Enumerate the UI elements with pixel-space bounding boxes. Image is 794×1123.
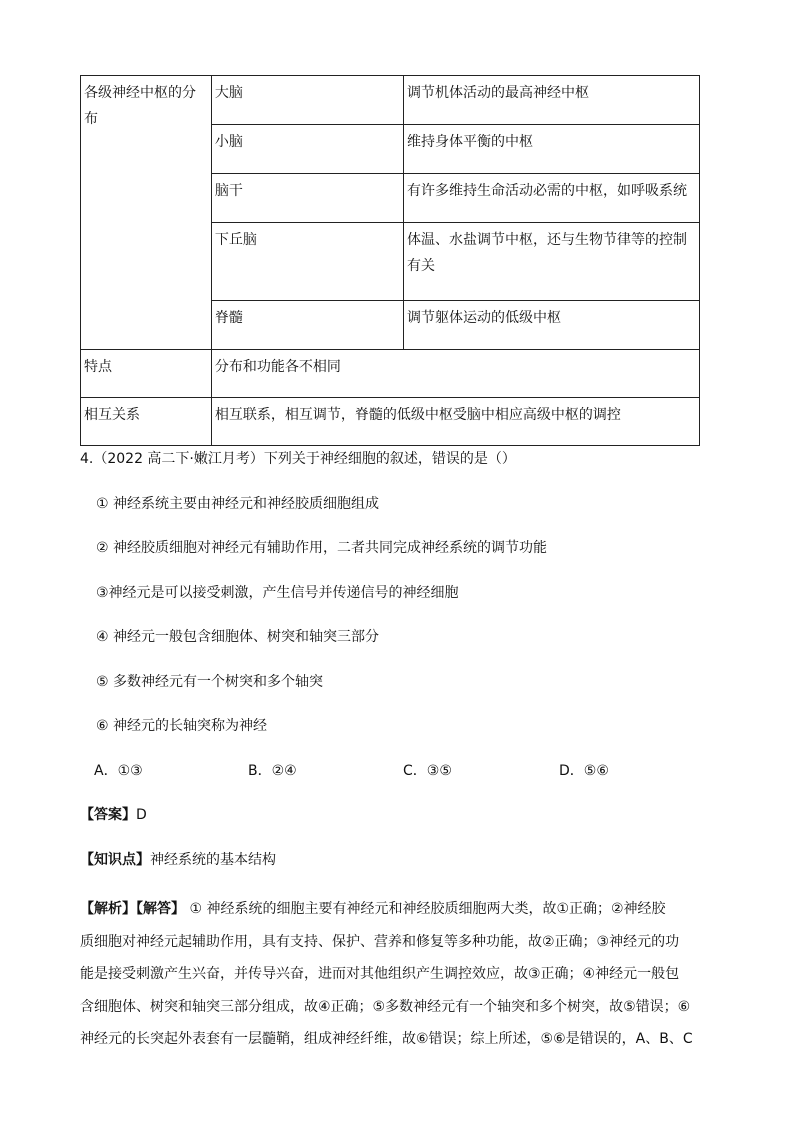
nerve-center-table (80, 75, 700, 446)
table-row (81, 350, 700, 398)
analysis-line: 质细胞对神经元起辅助作用，具有支持、保护、营养和修复等多种功能，故②正确；③神经元的功 (80, 933, 680, 950)
answer-line (80, 804, 147, 826)
choice-a: A．①③ (94, 763, 143, 779)
table-row (81, 76, 700, 125)
table-cell-function: 体温、水盐调节中枢，还与生物节律等的控制有关 (403, 223, 699, 301)
table-relation-label: 相互关系 (81, 398, 212, 446)
analysis-label: 【解析】【解答】 (80, 901, 185, 917)
table-row (81, 398, 700, 446)
answer-label: 【答案】 (80, 807, 136, 823)
analysis-line: 能是接受刺激产生兴奋，并传导兴奋，进而对其他组织产生调控效应，故③正确；④神经元一般包 (80, 966, 680, 982)
question-statement-6: ⑥ 神经元的长轴突称为神经 (96, 718, 268, 734)
table-relation-value: 相互联系，相互调节，脊髓的低级中枢受脑中相应高级中枢的调控 (211, 398, 699, 446)
knowledge-label: 【知识点】 (80, 852, 150, 868)
table-cell-function: 调节机体活动的最高神经中枢 (403, 76, 699, 125)
knowledge-value: 神经系统的基本结构 (150, 852, 276, 868)
table-cell-center: 下丘脑 (211, 223, 403, 301)
table-group-label: 各级神经中枢的分布 (81, 76, 212, 350)
question-statement-3: ③神经元是可以接受刺激，产生信号并传递信号的神经细胞 (96, 585, 459, 601)
question-statement-2: ② 神经胶质细胞对神经元有辅助作用，二者共同完成神经系统的调节功能 (96, 540, 547, 556)
table-cell-center: 脑干 (211, 174, 403, 223)
analysis-line: 含细胞体、树突和轴突三部分组成，故④正确；⑤多数神经元有一个轴突和多个树突，故⑤错误；⑥ (80, 998, 691, 1015)
question-statement-4: ④ 神经元一般包含细胞体、树突和轴突三部分 (96, 629, 379, 645)
table-cell-function: 维持身体平衡的中枢 (403, 125, 699, 174)
table-cell-center: 大脑 (211, 76, 403, 125)
table-cell-center: 小脑 (211, 125, 403, 174)
answer-value: D (136, 807, 147, 823)
table-feature-value: 分布和功能各不相同 (211, 350, 699, 398)
knowledge-line (80, 849, 276, 871)
analysis-block (80, 893, 740, 1056)
question-statement-5: ⑤ 多数神经元有一个树突和多个轴突 (96, 674, 324, 690)
analysis-line: 神经元的长突起外表套有一层髓鞘，组成神经纤维，故⑥错误；综上所述，⑤⑥是错误的，A、B、C (80, 1031, 693, 1047)
choice-c: C．③⑤ (403, 763, 452, 779)
question-stem: 4.（2022 高二下·嫩江月考）下列关于神经细胞的叙述，错误的是（） (80, 451, 516, 467)
choice-d: D．⑤⑥ (559, 763, 609, 779)
analysis-text: ① 神经系统的细胞主要有神经元和神经胶质细胞两大类，故①正确；②神经胶 (185, 901, 666, 917)
analysis-line (80, 893, 740, 926)
table-feature-label: 特点 (81, 350, 212, 398)
table-cell-center: 脊髓 (211, 301, 403, 350)
question-statement-1: ① 神经系统主要由神经元和神经胶质细胞组成 (96, 496, 379, 512)
choice-b: B．②④ (248, 763, 297, 779)
table-cell-function: 调节躯体运动的低级中枢 (403, 301, 699, 350)
table-cell-function: 有许多维持生命活动必需的中枢，如呼吸系统 (403, 174, 699, 223)
